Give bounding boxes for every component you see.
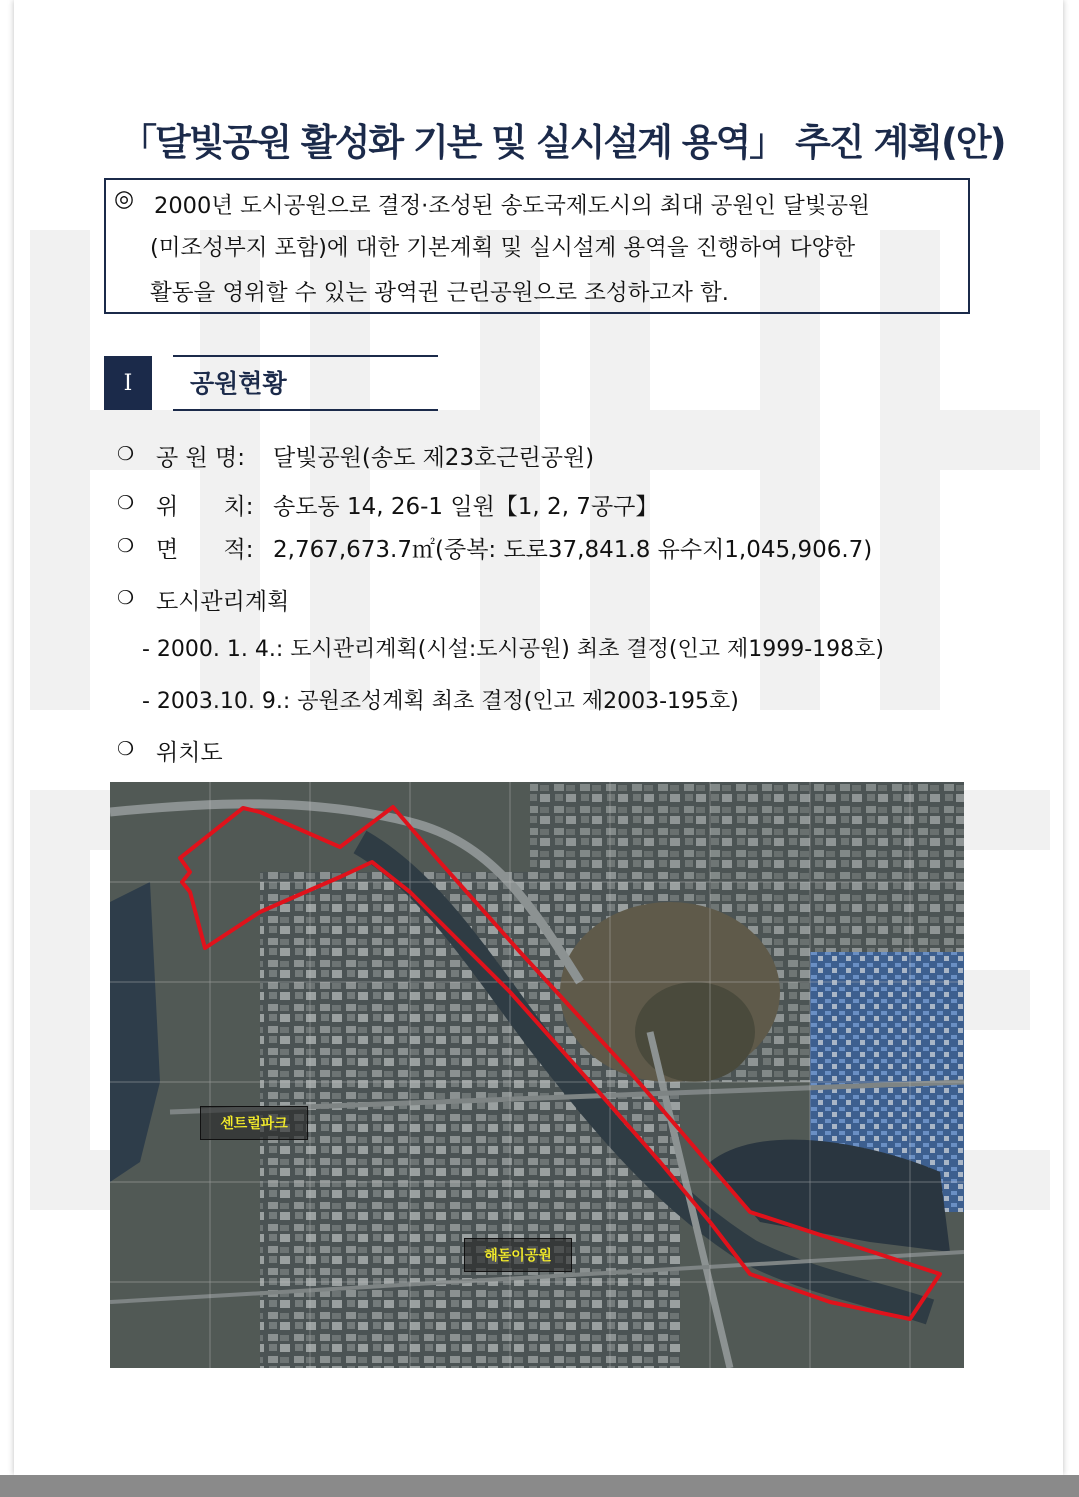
area-value: 2,767,673.7㎡(중복: 도로37,841.8 유수지1,045,906.7)	[273, 537, 873, 563]
section-rule-bottom	[173, 409, 438, 411]
viewer-bottom-bar	[0, 1475, 1079, 1497]
aerial-photo	[110, 782, 964, 1368]
bullet-icon: ❍	[117, 738, 135, 760]
bullet-icon: ❍	[117, 492, 135, 514]
bullet-icon: ❍	[117, 443, 135, 465]
location-map	[110, 782, 964, 1368]
map-heading: 위치도	[156, 740, 223, 766]
location-label: 위 치:	[156, 494, 254, 520]
plan-heading: 도시관리계획	[156, 589, 290, 615]
document-title: 「달빛공원 활성화 기본 및 실시설계 용역」 추진 계획(안)	[120, 121, 1005, 164]
plan-item-2: - 2003.10. 9.: 공원조성계획 최초 결정(인고 제2003-195호)	[142, 689, 739, 714]
location-value: 송도동 14, 26-1 일원【1, 2, 7공구】	[273, 494, 659, 520]
bullet-icon: ❍	[117, 587, 135, 609]
summary-line-1: 2000년 도시공원으로 결정·조성된 송도국제도시의 최대 공원인 달빛공원	[154, 193, 870, 219]
section-rule-top	[173, 355, 438, 357]
summary-mark: ◎	[114, 186, 135, 212]
summary-box	[104, 178, 970, 314]
section-number: Ⅰ	[104, 356, 152, 410]
park-name-value: 달빛공원(송도 제23호근린공원)	[273, 445, 595, 471]
map-label-central-park: 센트럴파크	[200, 1106, 308, 1140]
summary-line-2: (미조성부지 포함)에 대한 기본계획 및 실시설계 용역을 진행하여 다양한	[150, 235, 856, 261]
park-name-label: 공 원 명:	[156, 445, 246, 471]
map-label-haedoji-park: 해돋이공원	[464, 1238, 572, 1272]
area-label: 면 적:	[156, 537, 254, 563]
summary-line-3: 활동을 영위할 수 있는 광역권 근린공원으로 조성하고자 함.	[150, 280, 729, 306]
bullet-icon: ❍	[117, 535, 135, 557]
section-title: 공원현황	[190, 369, 287, 398]
plan-item-1: - 2000. 1. 4.: 도시관리계획(시설:도시공원) 최초 결정(인고 제1999-198호)	[142, 637, 884, 662]
